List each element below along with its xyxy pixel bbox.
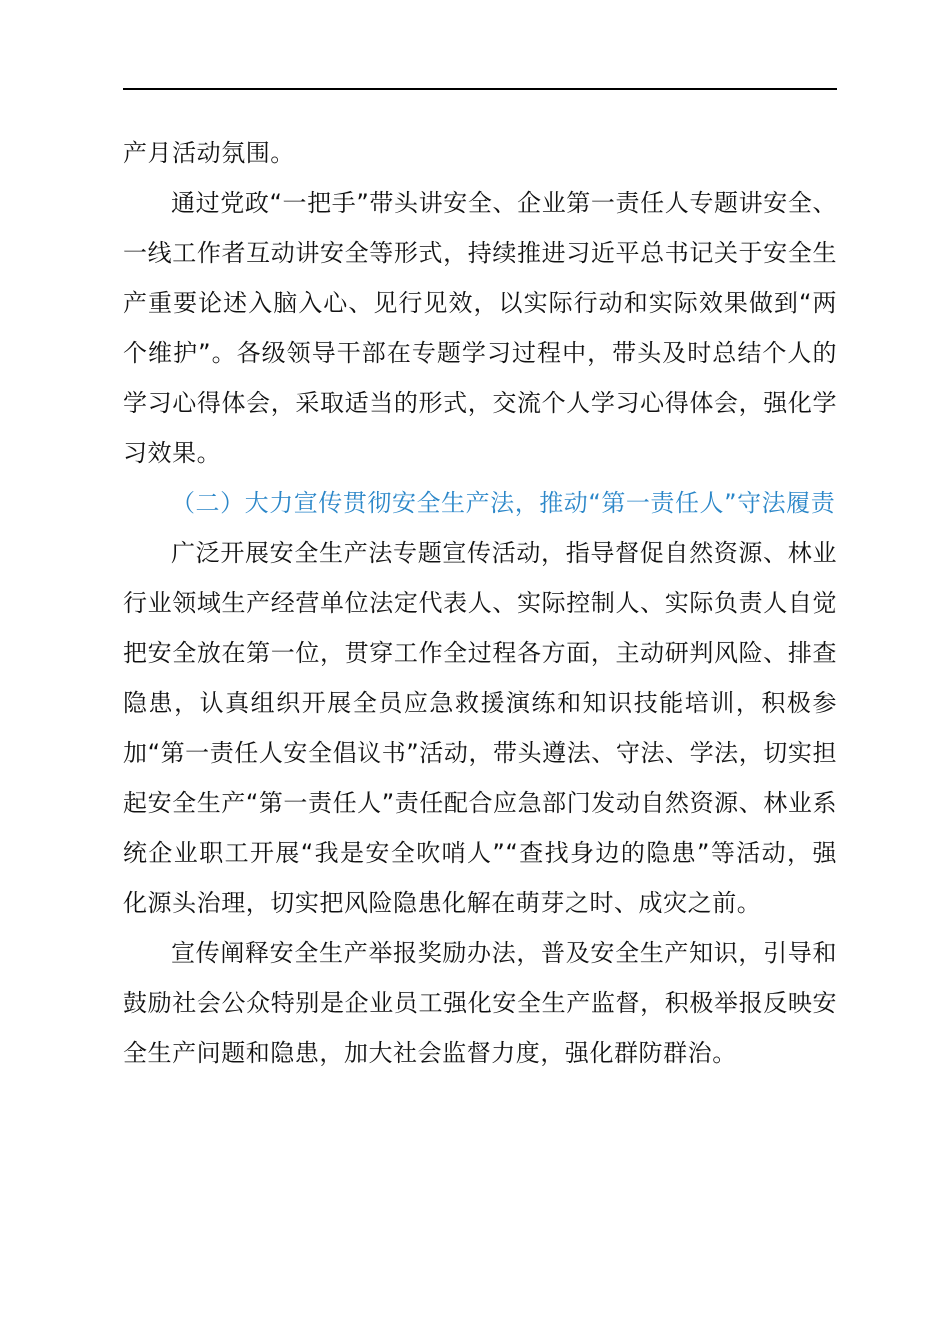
paragraph-reporting: 宣传阐释安全生产举报奖励办法，普及安全生产知识，引导和鼓励社会公众特别是企业员工强化安全生产监督，积极举报反映安全生产问题和隐患，加大社会监督力度，强化群防群治。 [123, 939, 837, 1067]
paragraph-study: 通过党政“一把手”带头讲安全、企业第一责任人专题讲安全、一线工作者互动讲安全等形式，持续推进习近平总书记关于安全生产重要论述入脑入心、见行见效，以实际行动和实际效果做到“两个维护”。各级领导干部在专题学习过程中，带头及时总结个人的学习心得体会，采取适当的形式，交流个人学习心得体会，强化学习效果。 [123, 189, 837, 467]
paragraph-continuation: 产月活动氛围。 [123, 139, 295, 167]
paragraph-promotion: 广泛开展安全生产法专题宣传活动，指导督促自然资源、林业行业领域生产经营单位法定代表人、实际控制人、实际负责人自觉把安全放在第一位，贯穿工作全过程各方面，主动研判风险、排查隐患，认真组织开展全员应急救援演练和知识技能培训，积极参加“第一责任人安全倡议书”活动，带头遵法、守法、学法，切实担起安全生产“第一责任人”责任配合应急部门发动自然资源、林业系统企业职工开展“我是安全吹哨人”“查找身边的隐患”等活动，强化源头治理，切实把风险隐患化解在萌芽之时、成灾之前。 [123, 539, 837, 917]
section-heading: （二）大力宣传贯彻安全生产法，推动“第一责任人”守法履责 [171, 489, 836, 517]
header-rule [123, 88, 837, 90]
document-body [123, 128, 837, 1078]
